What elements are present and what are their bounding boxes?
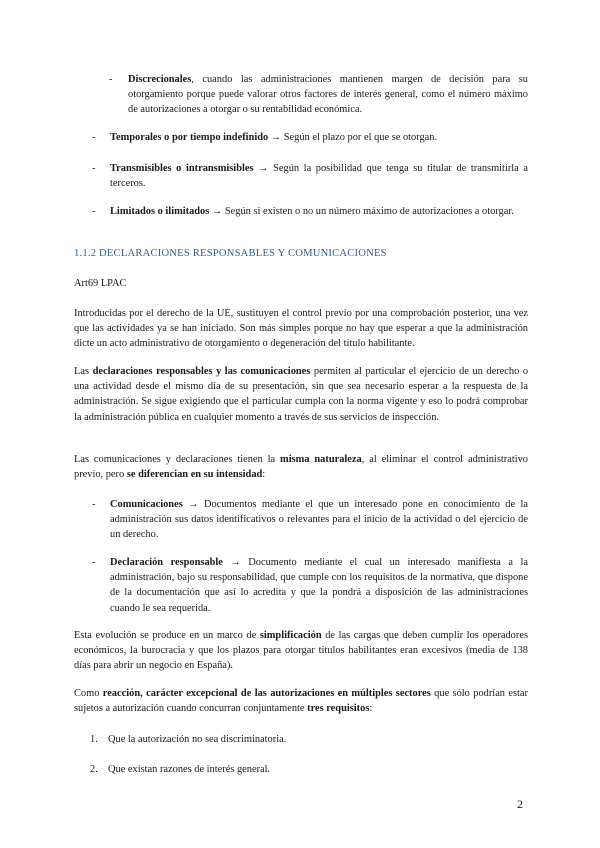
requirement-number: 1.: [90, 734, 98, 745]
bold-run: reacción, carácter excepcional de las autorizaciones en múltiples sectores: [102, 688, 431, 699]
text-run: , al eliminar el control administrativo previo, pero: [74, 454, 528, 481]
text-run: permiten al particular el ejercicio de un derecho o una actividad desde el mismo día de su presentación, sin que sea necesario esperar a la respuesta de la administración. Se sigue exigiendo que el particular cumpla con la norma vigente y eso lo podrá comprobar la administración pública en cualquier momento a través de sus servicios de inspección.: [74, 366, 529, 423]
section-heading: 1.1.2 DECLARACIONES RESPONSABLES Y COMUNICACIONES: [74, 248, 387, 259]
list-dash: -: [92, 132, 96, 143]
text-run: Como: [74, 688, 103, 699]
item-term: Limitados o ilimitados: [110, 206, 210, 217]
page-number: 2: [517, 797, 523, 811]
list-dash: -: [92, 557, 96, 568]
item-text: → Documentos mediante el que un interesado pone en conocimiento de la administración sus datos identificativos o relevantes para el inicio de la actividad o del ejercicio de un derecho.: [110, 499, 528, 541]
bold-run: se diferencian en su intensidad: [126, 469, 263, 481]
sub-list-item-discrecionales: [109, 72, 528, 118]
list-item-transmisibles: [92, 161, 529, 191]
paragraph-naturaleza: [74, 452, 528, 482]
text-run: Esta evolución se produce en un marco de: [74, 630, 260, 641]
text-run: :: [369, 703, 373, 715]
item-term: Transmisibles o intransmisibles: [110, 163, 254, 174]
list-item-comunicaciones: [92, 497, 528, 543]
item-text: → Documento mediante el cual un interesado manifiesta a la administración, bajo su responsabilidad, que cumple con los requisitos de la normativa, que dispone de la documentación que así lo acredita y que la pondrá a disposición de las administraciones cuando le sea requerida.: [110, 557, 528, 614]
list-item-temporales: [92, 130, 528, 145]
item-term: Temporales o por tiempo indefinido: [110, 132, 269, 143]
paragraph-declaraciones: [74, 364, 528, 425]
item-term: Declaración responsable: [110, 557, 223, 568]
item-term: Discrecionales: [128, 74, 192, 85]
requirement-item: [90, 762, 270, 777]
item-term: Comunicaciones: [110, 499, 183, 510]
bold-run: misma naturaleza: [280, 454, 362, 465]
text-run: que sólo podrían estar sujetos a autorización cuando concurran conjuntamente: [74, 688, 528, 715]
requirement-item: [90, 732, 286, 747]
item-text: , cuando las administraciones mantienen margen de decisión para su otorgamiento porque puede valorar otros factores de interés general, como el número máximo de autorizaciones a otorgar o su rentabilidad económica.: [128, 74, 528, 116]
list-item-limitados: [92, 204, 528, 219]
list-dash: -: [92, 206, 96, 217]
paragraph-simplificacion: [74, 628, 528, 674]
list-item-declaracion-responsable: [92, 555, 528, 616]
text-run: de las cargas que deben cumplir los operadores económicos, la burocracia y que los plazos para otorgar títulos habilitantes eran excesivos (media de 138 días para abrir un negocio en España).: [74, 630, 528, 672]
text-run: :: [262, 469, 266, 481]
paragraph-reaccion: [74, 686, 528, 716]
list-dash: -: [92, 499, 96, 510]
requirement-text: Que la autorización no sea discriminatoria.: [108, 734, 287, 745]
text-run: Las comunicaciones y declaraciones tienen la: [74, 454, 281, 465]
requirement-number: 2.: [90, 764, 98, 775]
item-text: → Según si existen o no un número máximo de autorizaciones a otorgar.: [209, 206, 514, 217]
article-reference: Art69 LPAC: [74, 278, 127, 289]
list-dash: -: [92, 163, 96, 174]
list-dash: -: [109, 74, 113, 85]
item-text: → Según el plazo por el que se otorgan.: [268, 132, 438, 143]
item-text: → Según la posibilidad que tenga su titular de transmitirla a terceros.: [110, 163, 529, 190]
paragraph-intro: Introducidas por el derecho de la UE, sustituyen el control previo por una comprobación posterior, una vez que las actividades ya se han iniciado. Son más simples porque no hay que esperar a que la administración dicte un acto administrativo de otorgamiento o degeneración del título habilitante.: [74, 308, 528, 350]
requirement-text: Que existan razones de interés general.: [108, 764, 271, 775]
bold-run: simplificación: [259, 630, 322, 641]
bold-run: declaraciones responsables y las comunicaciones: [92, 366, 311, 377]
text-run: Las: [74, 366, 93, 377]
bold-run: tres requisitos: [307, 703, 370, 715]
